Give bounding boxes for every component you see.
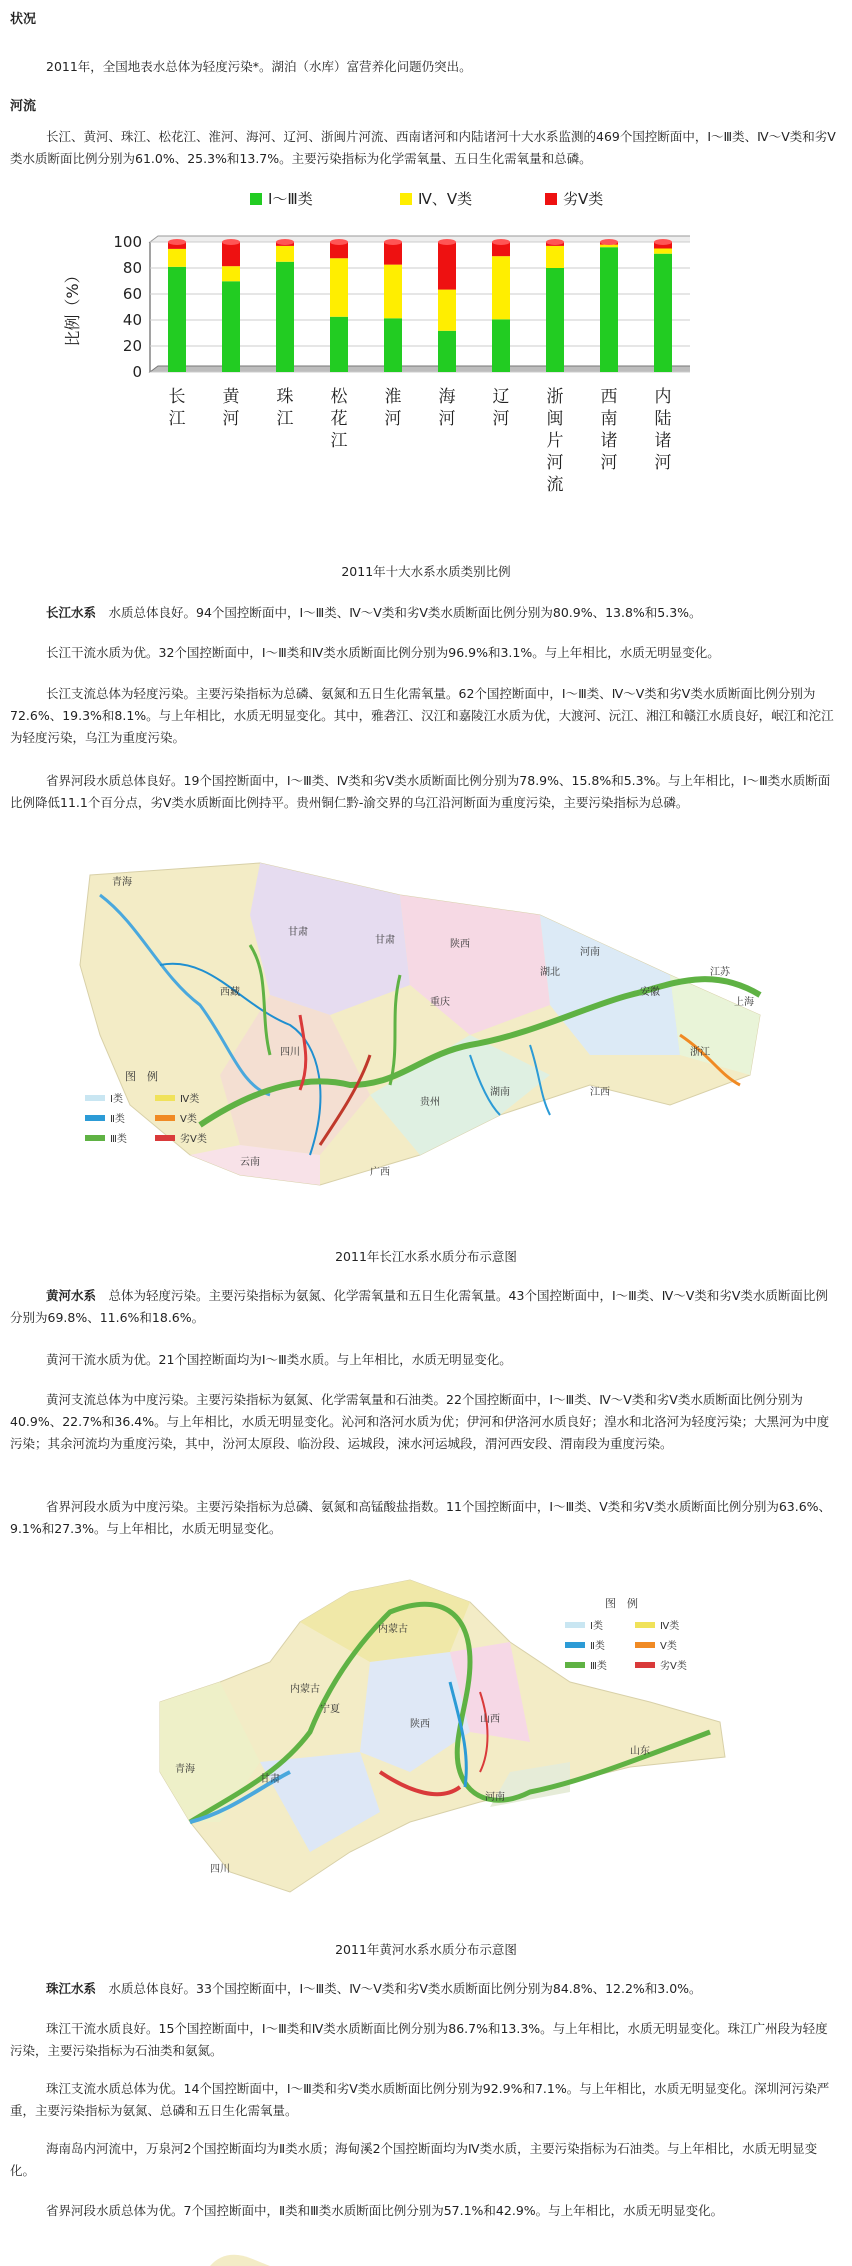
map-label: 安徽 xyxy=(640,987,660,998)
pearl-title: 珠江水系 xyxy=(46,1981,97,1996)
map-label: 上海 xyxy=(734,997,754,1008)
x-tick-label: 流 xyxy=(546,475,564,495)
pearl-paragraph-4: 海南岛内河流中，万泉河2个国控断面均为Ⅱ类水质；海甸溪2个国控断面均为Ⅳ类水质，主要污染指标为石油类。与上年相比，水质无明显变化。 xyxy=(10,2141,818,2178)
yellow-river-paragraph-2: 黄河干流水质为优。21个国控断面均为Ⅰ～Ⅲ类水质。与上年相比，水质无明显变化。 xyxy=(46,1352,512,1367)
bar-segment xyxy=(222,242,240,266)
map-label: 青海 xyxy=(175,1764,195,1775)
map-label: 山西 xyxy=(480,1714,500,1725)
map-label: 甘肃 xyxy=(375,935,395,946)
map-label: 湖北 xyxy=(540,967,560,978)
yellow-river-title: 黄河水系 xyxy=(46,1288,97,1303)
x-tick-label: 淮 xyxy=(384,387,402,407)
x-tick-label: 陆 xyxy=(654,409,672,429)
pearl-paragraph-5: 省界河段水质总体为优。7个国控断面中，Ⅱ类和Ⅲ类水质断面比例分别为57.1%和42.9%。与上年相比，水质无明显变化。 xyxy=(46,2203,724,2218)
legend-item: Ⅳ类 xyxy=(180,1094,200,1105)
y-axis-label: 比例（%） xyxy=(63,267,82,347)
x-tick-label: 海 xyxy=(438,387,456,407)
bar-segment xyxy=(654,254,672,372)
y-tick-label: 100 xyxy=(113,233,142,251)
y-tick-label: 60 xyxy=(122,285,142,303)
status-intro: 2011年，全国地表水总体为轻度污染*。湖泊（水库）富营养化问题仍突出。 xyxy=(46,59,472,74)
legend-item: 劣Ⅴ类 xyxy=(660,1661,687,1672)
rivers-intro: 长江、黄河、珠江、松花江、淮河、海河、辽河、浙闽片河流、西南诸河和内陆诸河十大水系监测的469个国控断面中，Ⅰ～Ⅲ类、Ⅳ～Ⅴ类和劣Ⅴ类水质断面比例分别为61.0%、25.3%和13.7%。主要污染指标为化学需氧量、五日生化需氧量和总磷。 xyxy=(10,129,836,166)
x-tick-label: 江 xyxy=(276,409,294,429)
legend-swatch xyxy=(545,193,557,205)
legend-item: Ⅴ类 xyxy=(660,1641,677,1652)
x-tick-label: 浙 xyxy=(546,387,564,407)
x-tick-label: 片 xyxy=(546,431,564,451)
map-label: 江苏 xyxy=(710,967,730,978)
map-label: 青海 xyxy=(112,877,132,888)
map-label: 甘肃 xyxy=(288,927,308,938)
legend-item: Ⅲ类 xyxy=(110,1134,127,1145)
x-tick-label: 河 xyxy=(492,409,510,429)
map-label: 重庆 xyxy=(430,997,450,1008)
yellow-river-map-caption: 2011年黄河水系水质分布示意图 xyxy=(335,1942,517,1957)
map-label: 四川 xyxy=(280,1047,300,1058)
map-label: 甘肃 xyxy=(260,1774,280,1785)
bar-segment xyxy=(330,258,348,317)
x-tick-label: 长 xyxy=(168,387,186,407)
x-tick-label: 诸 xyxy=(654,431,672,451)
map-label: 云南 xyxy=(240,1157,260,1168)
legend-item: Ⅴ类 xyxy=(180,1114,197,1125)
x-tick-label: 西 xyxy=(600,387,618,407)
bar-segment xyxy=(438,331,456,372)
bar-segment xyxy=(276,246,294,262)
legend-swatch xyxy=(400,193,412,205)
legend-item: Ⅰ类 xyxy=(110,1094,123,1105)
bar-cap xyxy=(492,239,510,245)
bar-cap xyxy=(330,239,348,245)
bar-cap xyxy=(384,239,402,245)
map-label: 河南 xyxy=(485,1792,505,1803)
map-label: 宁夏 xyxy=(320,1704,340,1715)
map-label: 内蒙古 xyxy=(378,1624,408,1635)
x-tick-label: 河 xyxy=(438,409,456,429)
x-tick-label: 河 xyxy=(600,453,618,473)
x-tick-label: 珠 xyxy=(276,387,294,407)
legend-item: Ⅲ类 xyxy=(590,1661,607,1672)
next-map-fragment xyxy=(210,2250,270,2266)
map-label: 湖南 xyxy=(490,1087,510,1098)
bar-cap xyxy=(168,239,186,245)
x-tick-label: 松 xyxy=(330,387,348,407)
x-tick-label: 花 xyxy=(330,409,348,429)
legend-label: 劣Ⅴ类 xyxy=(563,190,604,208)
yangtze-title: 长江水系 xyxy=(46,605,97,620)
bar-segment xyxy=(168,249,186,267)
yangtze-text-1: 水质总体良好。94个国控断面中，Ⅰ～Ⅲ类、Ⅳ～Ⅴ类和劣Ⅴ类水质断面比例分别为80.9%、13.8%和5.3%。 xyxy=(108,605,702,620)
x-tick-label: 辽 xyxy=(492,387,510,407)
legend-item: Ⅰ类 xyxy=(590,1621,603,1632)
chart-caption: 2011年十大水系水质类别比例 xyxy=(341,564,511,579)
legend-label: Ⅳ、Ⅴ类 xyxy=(418,190,473,208)
water-quality-chart xyxy=(50,185,690,525)
map-label: 山东 xyxy=(630,1746,650,1757)
x-tick-label: 河 xyxy=(384,409,402,429)
x-tick-label: 江 xyxy=(168,409,186,429)
bar-segment xyxy=(546,268,564,372)
map-label: 广西 xyxy=(370,1167,390,1178)
map-label: 内蒙古 xyxy=(290,1684,320,1695)
bar-segment xyxy=(546,246,564,268)
yangtze-paragraph-2: 长江干流水质为优。32个国控断面中，Ⅰ～Ⅲ类和Ⅳ类水质断面比例分别为96.9%和3.1%。与上年相比，水质无明显变化。 xyxy=(46,645,720,660)
bar-segment xyxy=(384,242,402,265)
legend-item: Ⅳ类 xyxy=(660,1621,680,1632)
bar-segment xyxy=(222,281,240,372)
y-tick-label: 20 xyxy=(122,337,142,355)
map-label: 陕西 xyxy=(450,939,470,950)
bar-segment xyxy=(222,266,240,281)
bar-segment xyxy=(168,267,186,372)
legend-title: 图 例 xyxy=(605,1597,638,1610)
y-tick-label: 0 xyxy=(132,363,142,381)
bar-segment xyxy=(384,318,402,372)
bar-segment xyxy=(276,262,294,372)
pearl-paragraph-2: 珠江干流水质良好。15个国控断面中，Ⅰ～Ⅲ类和Ⅳ类水质断面比例分别为86.7%和13.3%。与上年相比，水质无明显变化。珠江广州段为轻度污染，主要污染指标为石油类和氨氮。 xyxy=(10,2021,828,2058)
legend-label: Ⅰ～Ⅲ类 xyxy=(268,190,313,208)
map-label: 四川 xyxy=(210,1864,230,1875)
legend-swatch xyxy=(250,193,262,205)
pearl-paragraph-3: 珠江支流水质总体为优。14个国控断面中，Ⅰ～Ⅲ类和劣Ⅴ类水质断面比例分别为92.9%和7.1%。与上年相比，水质无明显变化。深圳河污染严重，主要污染指标为氨氮、总磷和五日生化需氧量。 xyxy=(10,2081,830,2118)
map-legend xyxy=(565,1596,687,1672)
y-tick-label: 80 xyxy=(122,259,142,277)
bar-segment xyxy=(330,317,348,372)
yangtze-paragraph-1 xyxy=(10,602,840,624)
bar-cap xyxy=(654,239,672,245)
x-tick-label: 南 xyxy=(600,409,618,429)
x-tick-label: 河 xyxy=(654,453,672,473)
bar-segment xyxy=(438,242,456,290)
map-label: 西藏 xyxy=(220,987,240,998)
x-tick-label: 河 xyxy=(222,409,240,429)
yellow-river-paragraph-3: 黄河支流总体为中度污染。主要污染指标为氨氮、化学需氧量和石油类。22个国控断面中，Ⅰ～Ⅲ类、Ⅳ～Ⅴ类和劣Ⅴ类水质断面比例分别为40.9%、22.7%和36.4%。与上年相比，水质无明显变化。沁河和洛河水质为优；伊河和伊洛河水质良好；湟水和北洛河为轻度污染；大黑河为中度污染；其余河流均为重度污染，其中，汾河太原段、临汾段、运城段，涑水河运城段，渭河西安段、渭南段为重度污染。 xyxy=(10,1392,830,1451)
yangtze-paragraph-3: 长江支流总体为轻度污染。主要污染指标为总磷、氨氮和五日生化需氧量。62个国控断面中，Ⅰ～Ⅲ类、Ⅳ～Ⅴ类和劣Ⅴ类水质断面比例分别为72.6%、19.3%和8.1%。与上年相比，水质无明显变化。其中，雅砻江、汉江和嘉陵江水质为优，大渡河、沅江、湘江和赣江水质良好，岷江和沱江为轻度污染，乌江为重度污染。 xyxy=(10,686,834,745)
yangtze-map-caption: 2011年长江水系水质分布示意图 xyxy=(335,1249,517,1264)
pearl-text-1: 水质总体良好。33个国控断面中，Ⅰ～Ⅲ类、Ⅳ～Ⅴ类和劣Ⅴ类水质断面比例分别为84.8%、12.2%和3.0%。 xyxy=(108,1981,702,1996)
x-tick-label: 河 xyxy=(546,453,564,473)
bar-segment xyxy=(438,290,456,331)
bar-segment xyxy=(654,249,672,254)
map-label: 贵州 xyxy=(420,1097,440,1108)
legend-item: Ⅱ类 xyxy=(590,1641,605,1652)
bar-cap xyxy=(438,239,456,245)
pearl-paragraph-1 xyxy=(10,1978,840,2000)
yellow-river-text-1: 总体为轻度污染。主要污染指标为氨氮、化学需氧量和五日生化需氧量。43个国控断面中，Ⅰ～Ⅲ类、Ⅳ～Ⅴ类和劣Ⅴ类水质断面比例分别为69.8%、11.6%和18.6%。 xyxy=(10,1288,828,1325)
legend-item: 劣Ⅴ类 xyxy=(180,1134,207,1145)
x-tick-label: 江 xyxy=(330,431,348,451)
map-label: 江西 xyxy=(590,1087,610,1098)
bar-cap xyxy=(222,239,240,245)
bar-cap xyxy=(276,239,294,245)
bar-segment xyxy=(492,256,510,319)
x-tick-label: 内 xyxy=(654,387,672,407)
rivers-heading: 河流 xyxy=(10,99,37,114)
bar-segment xyxy=(600,247,618,372)
bar-cap xyxy=(546,239,564,245)
bar-segment xyxy=(492,319,510,372)
legend-title: 图 例 xyxy=(125,1070,158,1083)
bar-segment xyxy=(384,265,402,319)
yellow-river-paragraph-1 xyxy=(10,1285,840,1329)
yellow-river-map xyxy=(150,1572,730,1902)
yangtze-paragraph-4: 省界河段水质总体良好。19个国控断面中，Ⅰ～Ⅲ类、Ⅳ类和劣Ⅴ类水质断面比例分别为78.9%、15.8%和5.3%。与上年相比，Ⅰ～Ⅲ类水质断面比例降低11.1个百分点，劣Ⅴ类水质断面比例持平。贵州铜仁黔-渝交界的乌江沿河断面为重度污染，主要污染指标为总磷。 xyxy=(10,773,831,810)
yellow-river-paragraph-4: 省界河段水质为中度污染。主要污染指标为总磷、氨氮和高锰酸盐指数。11个国控断面中，Ⅰ～Ⅲ类、Ⅴ类和劣Ⅴ类水质断面比例分别为63.6%、9.1%和27.3%。与上年相比，水质无明显变化。 xyxy=(10,1499,832,1536)
map-label: 陕西 xyxy=(410,1719,430,1730)
legend-item: Ⅱ类 xyxy=(110,1114,125,1125)
yangtze-map xyxy=(70,855,770,1195)
x-tick-label: 黄 xyxy=(222,387,240,407)
status-heading: 状况 xyxy=(10,12,37,27)
bar-cap xyxy=(600,239,618,245)
map-label: 浙江 xyxy=(690,1047,710,1058)
map-label: 河南 xyxy=(580,947,600,958)
y-tick-label: 40 xyxy=(122,311,142,329)
x-tick-label: 诸 xyxy=(600,431,618,451)
x-tick-label: 闽 xyxy=(546,409,564,429)
